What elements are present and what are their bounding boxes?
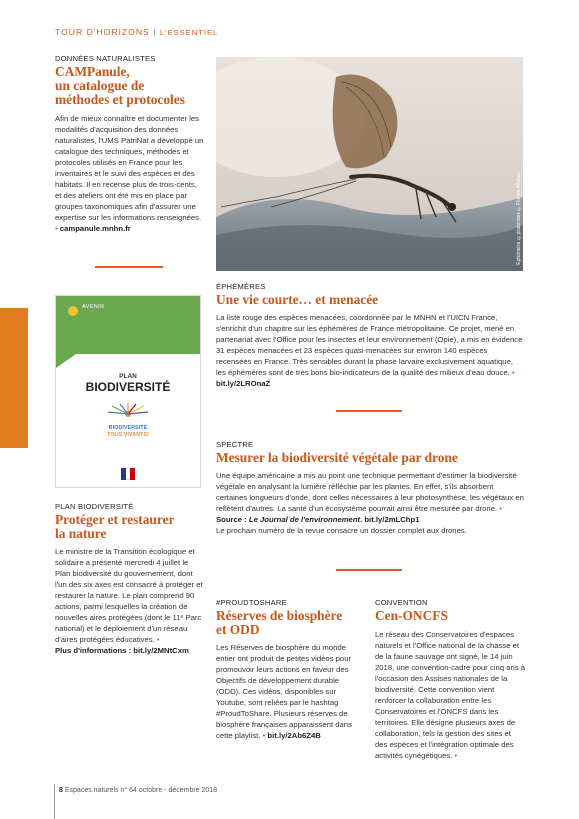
mayfly-photo [216,57,523,271]
plan-cover [55,295,201,488]
cover-tag: AVENIR [82,304,105,310]
convention-body: Le réseau des Conservatoires d'espaces naturels et l'Office national de la chasse et de la faune sauvage ont signé, le 14 juin 2018, une convention-cadre pour cinq ans à l'occasion des Assises nationales de la biodiversité. Cette convention vient renforcer la collaboration entre les Conservatoires et l'ONCFS dans les territoires. Elle désigne plusieurs axes de collaboration, tels la gestion des sites et des espèces et l'intégration optimale des activités cynégétiques. • [375,630,526,760]
proud-link[interactable]: bit.ly/2Ab6Z4B [267,731,321,740]
footer [59,787,217,794]
ephem-link[interactable]: bit.ly/2LROnaZ [216,379,271,388]
camp-title: CAMPanule, un catalogue de méthodes et protocoles [55,64,185,107]
banner-fold [56,354,76,368]
cover-slogan-2: TOUS VIVANTS! [107,432,149,438]
footer-rule [54,784,55,819]
divider [336,410,402,412]
proud-body: Les Réserves de biosphère du monde entier ont produit de petites vidéos pour promouvoir leurs actions en faveur des Objectifs de développement durable (ODD). Ces vidéos, disponibles sur Youtube, sont reliées par le hashtag #ProudToShare. Plusieurs réserves de biosphère françaises apparaissent dans cette playlist. • bit.ly/2Ab6Z4B [216,643,352,740]
spectre-kicker: SPECTRE [216,440,254,449]
proud-kicker: #PROUDTOSHARE [216,598,287,607]
camp-link[interactable]: campanule.mnhn.fr [59,224,131,233]
plan-title: Protéger et restaurer la nature [55,512,175,541]
spectre-title: Mesurer la biodiversité végétale par drone [216,450,458,465]
republic-logo-icon [121,468,135,480]
cover-banner [56,296,200,354]
proud-title: Réserves de biosphère et ODD [216,608,343,637]
convention-kicker: CONVENTION [375,598,428,607]
divider [95,266,163,268]
cover-title: BIODIVERSITÉ [85,380,171,394]
camp-body: Afin de mieux connaître et documenter les modalités d'acquisition des données naturalistes, l'UMS PatriNat a développé un catalogue des techniques, méthodes et protocoles utilisés en France pour les inventaires et le suivi des espèces et des habitats. Il en recense plus de trois-cents, et des ateliers ont été mis en place par groupes taxonomiques afin d'assurer une expertise sur les informations renseignées. • campanule.mnhn.fr [55,114,204,233]
camp-kicker: DONNÉES NATURALISTES [55,54,156,63]
photo-credit: Ephémère ©pratenses ©Florian Affulou [516,173,522,265]
cover-slogan-1: BIODIVERSITÉ [108,425,148,431]
plan-body: Le ministre de la Transition écologique et solidaire a présenté mercredi 4 juillet le Plan biodiversité du gouvernement, dont l'un des six axes est consacré à protéger et restaurer la nature. Le plan comprend 90 actions, parmi lesquelles la création de nouvelles aires protégées (dont le 11ᵉ Parc national) et le déploiement d'un réseau d'aires protégées éducatives. • Plus d'informations : bit.ly/2MNtCxm [55,546,205,656]
plan-kicker: PLAN BIODIVERSITÉ [55,502,134,511]
spectre-next: Le prochain numéro de la revue consacre un dossier complet aux drones. [216,526,467,535]
spectre-link[interactable]: . bit.ly/2mLChp1 [360,515,420,524]
mayfly-illustration [216,57,523,271]
header-separator: | [153,27,157,37]
page-number: 8 [59,787,63,794]
spectre-body: Une équipe américaine a mis au point une technique permettant d'estimer la biodiversité végétale en analysant la lumière réfléchie par les plantes. En effet, s'ils absorbent certaines longueurs d'onde, dont celles nécessaires à leur photosynthèse, les végétaux en reflètent d'autres. La santé d'un écosystème pourrait ainsi être mesurée par drone. • Source : Le Journal de l'environnement. bit.ly/2mLChp1 Le prochain numéro de la revue consacre un dossier complet aux drones. [216,471,524,535]
sun-icon [68,306,78,316]
convention-title: Cen-ONCFS [375,608,448,623]
ephem-title: Une vie courte… et menacée [216,292,379,307]
section-title: TOUR D'HORIZONS [55,27,150,37]
ephem-body: La liste rouge des espèces menacées, coordonnée par le MNHN et l'UICN France, s'enrichit d'un chapitre sur les éphémères de France métropolitaine. Ce projet, mené en partenariat avec l'Office pour les insectes et leur environnement (Opie), a mis en évidence 31 espèces menacées et 23 espèces quasi-menacées sur environ 140 espèces recensées en France. Très sensibles durant la phase larvaire exclusivement aquatique, les éphémères sont de très bons bio-indicateurs de la qualité des milieux d'eau douce. • bit.ly/2LROnaZ [216,313,523,388]
footer-text: Espaces naturels n° 64 octobre - décembre 2018 [64,787,218,794]
side-tab [0,308,28,448]
ephem-kicker: ÉPHÉMÈRES [216,282,266,291]
section-header [55,27,218,37]
biodiversity-logo-icon [104,402,152,424]
divider [336,569,402,571]
section-subtitle: L'ESSENTIEL [159,28,219,37]
cover-plan: PLAN [119,373,137,380]
plan-more-link[interactable]: Plus d'informations : bit.ly/2MNtCxm [55,646,189,655]
